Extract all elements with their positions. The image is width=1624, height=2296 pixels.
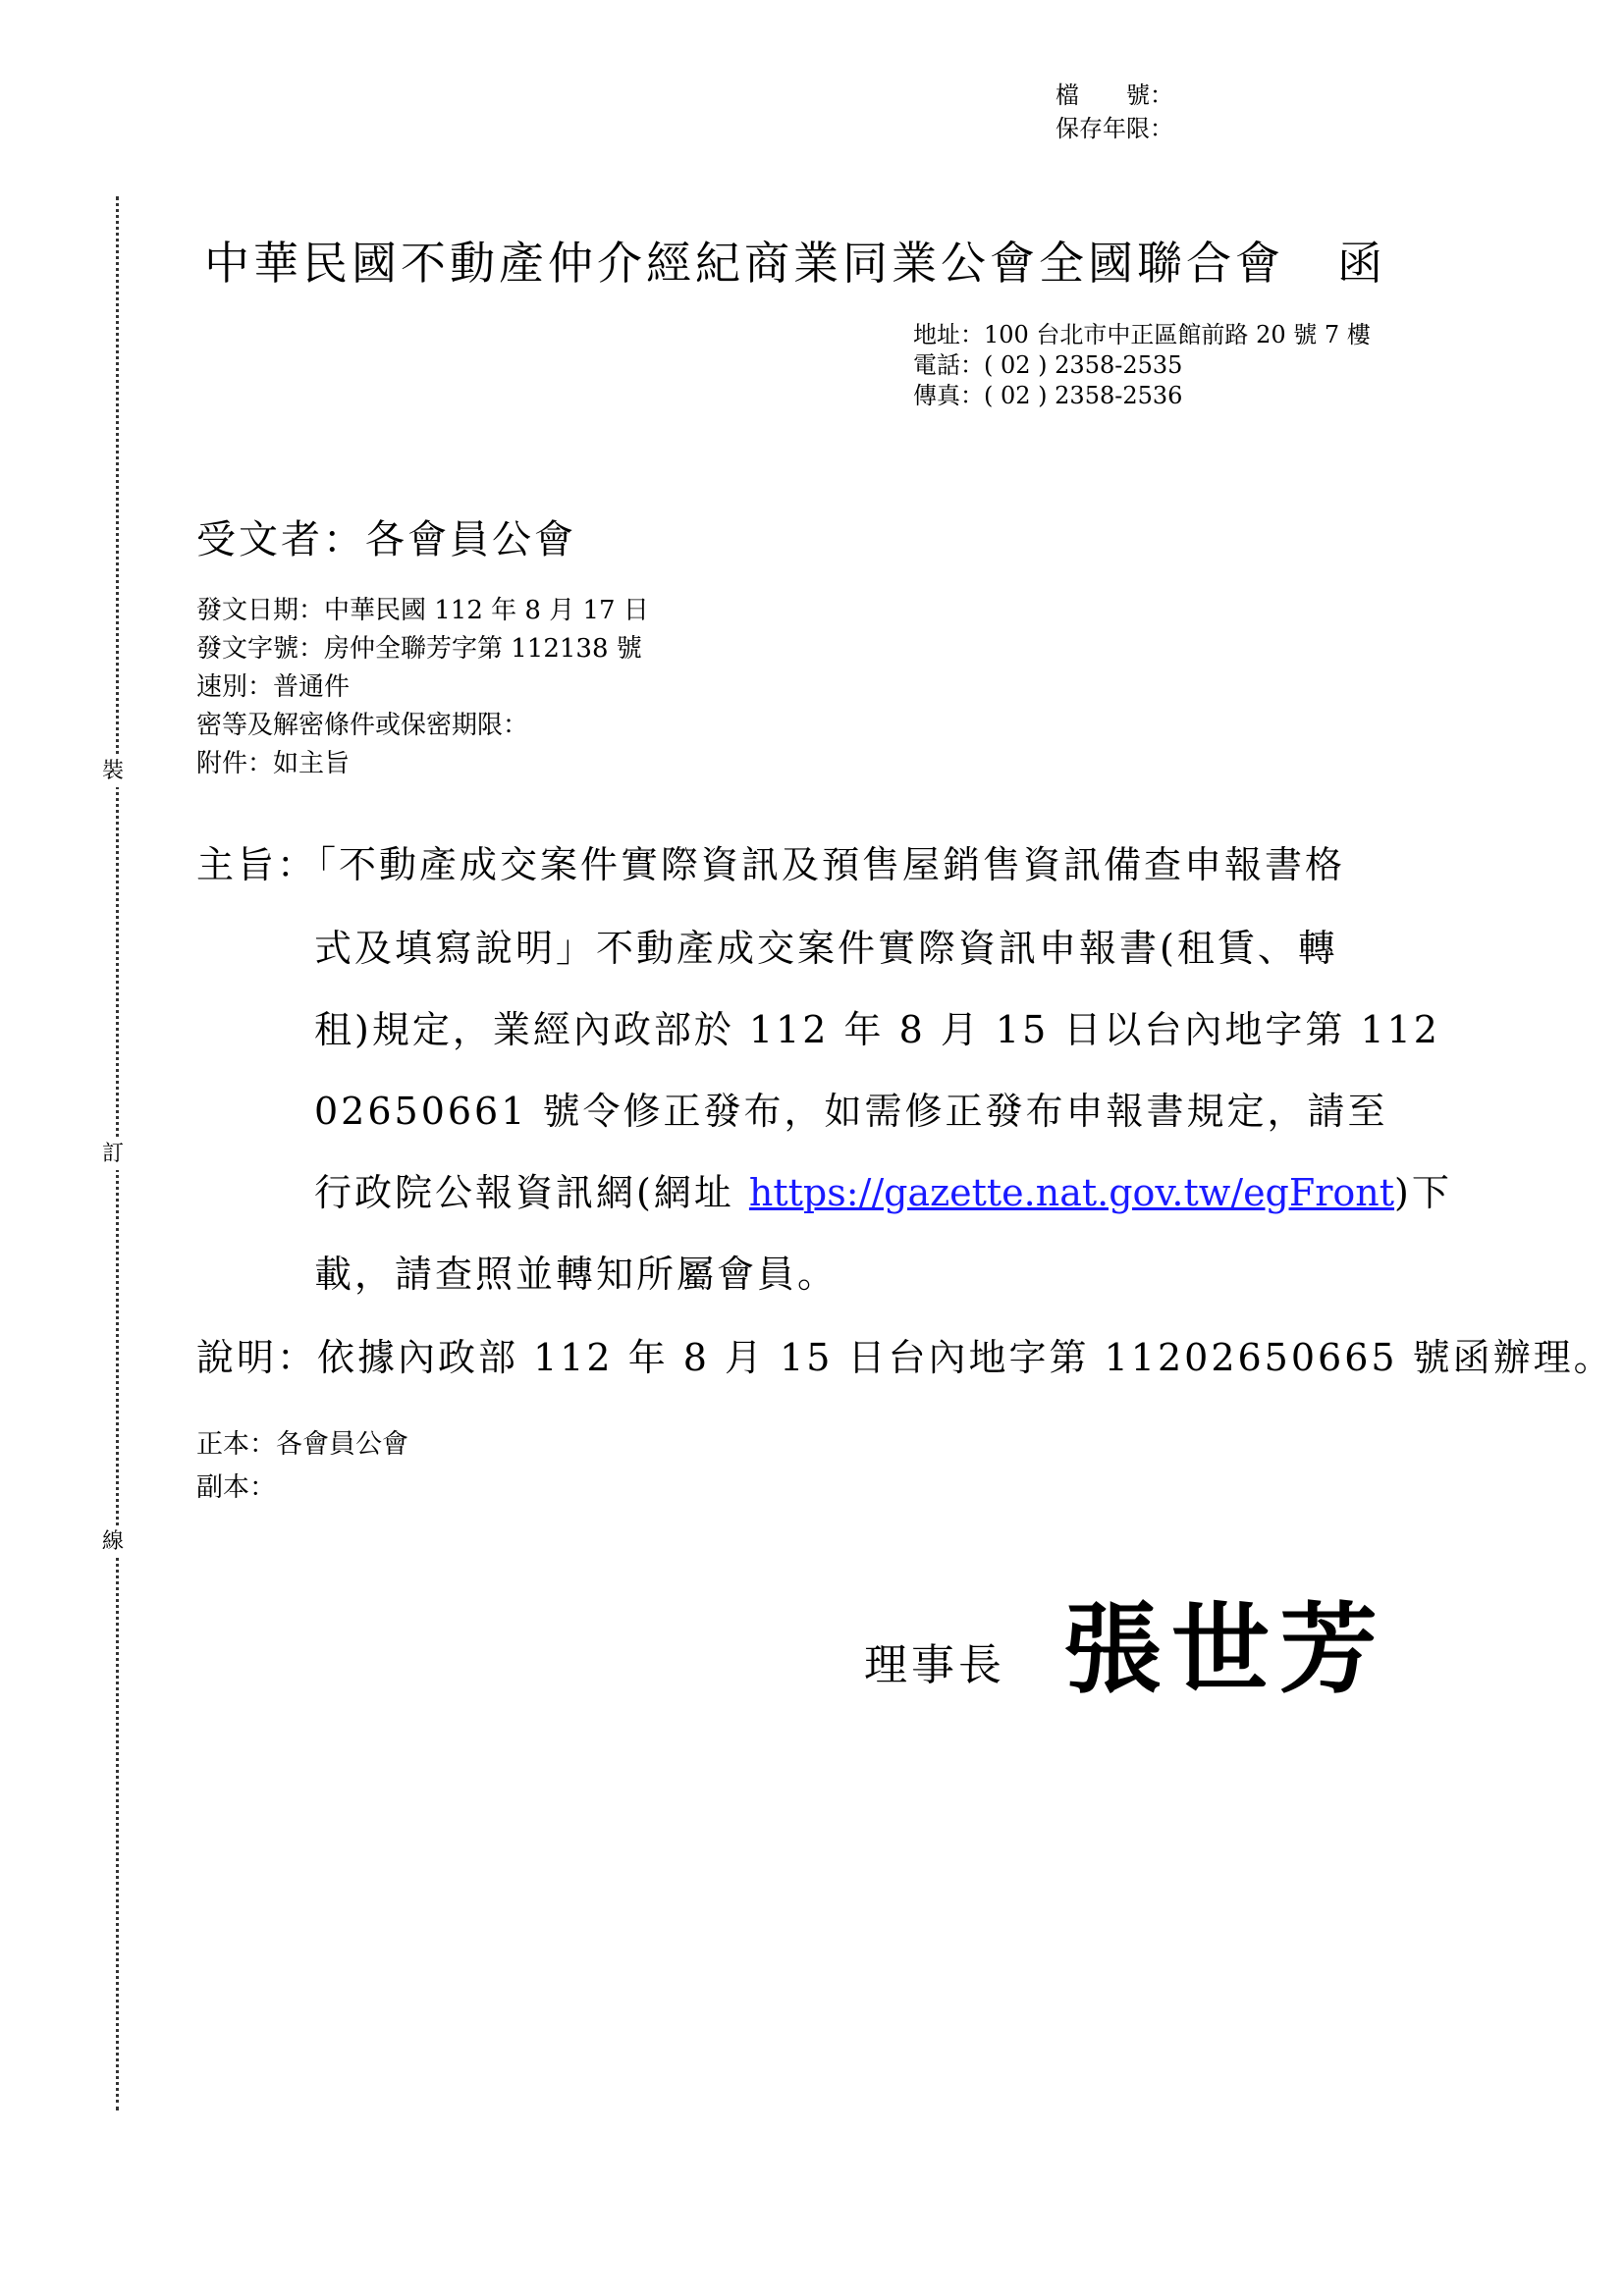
subject-line-6: 載，請查照並轉知所屬會員。	[314, 1253, 839, 1296]
delivery-speed: 速別：普通件	[196, 672, 351, 702]
address: 地址：100 台北市中正區館前路 20 號 7 樓	[913, 321, 1371, 348]
gazette-link[interactable]: https://gazette.nat.gov.tw/egFront	[748, 1171, 1395, 1214]
explanation: 說明：依據內政部 112 年 8 月 15 日台內地字第 11202650665 號函辦理。	[196, 1336, 1614, 1379]
subject-line-5-prefix: 行政院公報資訊網(網址	[314, 1171, 749, 1214]
subject-line-1: 「不動產成交案件實際資訊及預售屋銷售資訊備查申報書格	[317, 843, 1346, 886]
archive-info	[1056, 79, 1173, 145]
file-number-label: 檔 號：	[1056, 81, 1173, 109]
issue-number: 發文字號：房仲全聯芳字第 112138 號	[196, 634, 642, 664]
secrecy-level: 密等及解密條件或保密期限：	[196, 711, 529, 740]
subject-label-and-first-line	[196, 834, 1345, 888]
subject-label: 主旨：	[196, 843, 318, 886]
subject-line-4: 02650661 號令修正發布，如需修正發布申報書規定，請至	[314, 1090, 1388, 1133]
binding-mark-bottom: 線	[102, 1526, 124, 1558]
signatory-name: 張世芳	[1063, 1592, 1387, 1707]
subject-line-2: 式及填寫說明」不動產成交案件實際資訊申報書(租賃、轉	[314, 927, 1338, 970]
copy-recipients: 副本：	[196, 1472, 276, 1503]
subject-line-5	[314, 1162, 1452, 1216]
attachment: 附件：如主旨	[196, 749, 351, 778]
original-recipients: 正本：各會員公會	[196, 1429, 408, 1460]
document-meta	[196, 592, 649, 783]
binding-mark-middle: 訂	[102, 1139, 124, 1170]
issue-date: 發文日期：中華民國 112 年 8 月 17 日	[196, 596, 649, 625]
fax: 傳真：( 02 ) 2358-2536	[913, 382, 1183, 409]
organization-name: 中華民國不動產仲介經紀商業同業公會全國聯合會	[204, 237, 1284, 290]
subject-line-5-suffix: )下	[1394, 1171, 1452, 1214]
contact-block	[913, 320, 1371, 411]
binding-mark-top: 裝	[102, 756, 124, 787]
signatory-title: 理事長	[864, 1640, 1005, 1690]
copies-block	[196, 1423, 408, 1510]
recipient: 受文者：各會員公會	[196, 517, 576, 562]
letter-header	[204, 228, 1386, 293]
document-type: 函	[1337, 237, 1386, 290]
phone: 電話：( 02 ) 2358-2535	[913, 351, 1183, 379]
retention-period-label: 保存年限：	[1056, 115, 1173, 142]
subject-line-3: 租)規定，業經內政部於 112 年 8 月 15 日以台內地字第 112	[314, 1008, 1440, 1051]
